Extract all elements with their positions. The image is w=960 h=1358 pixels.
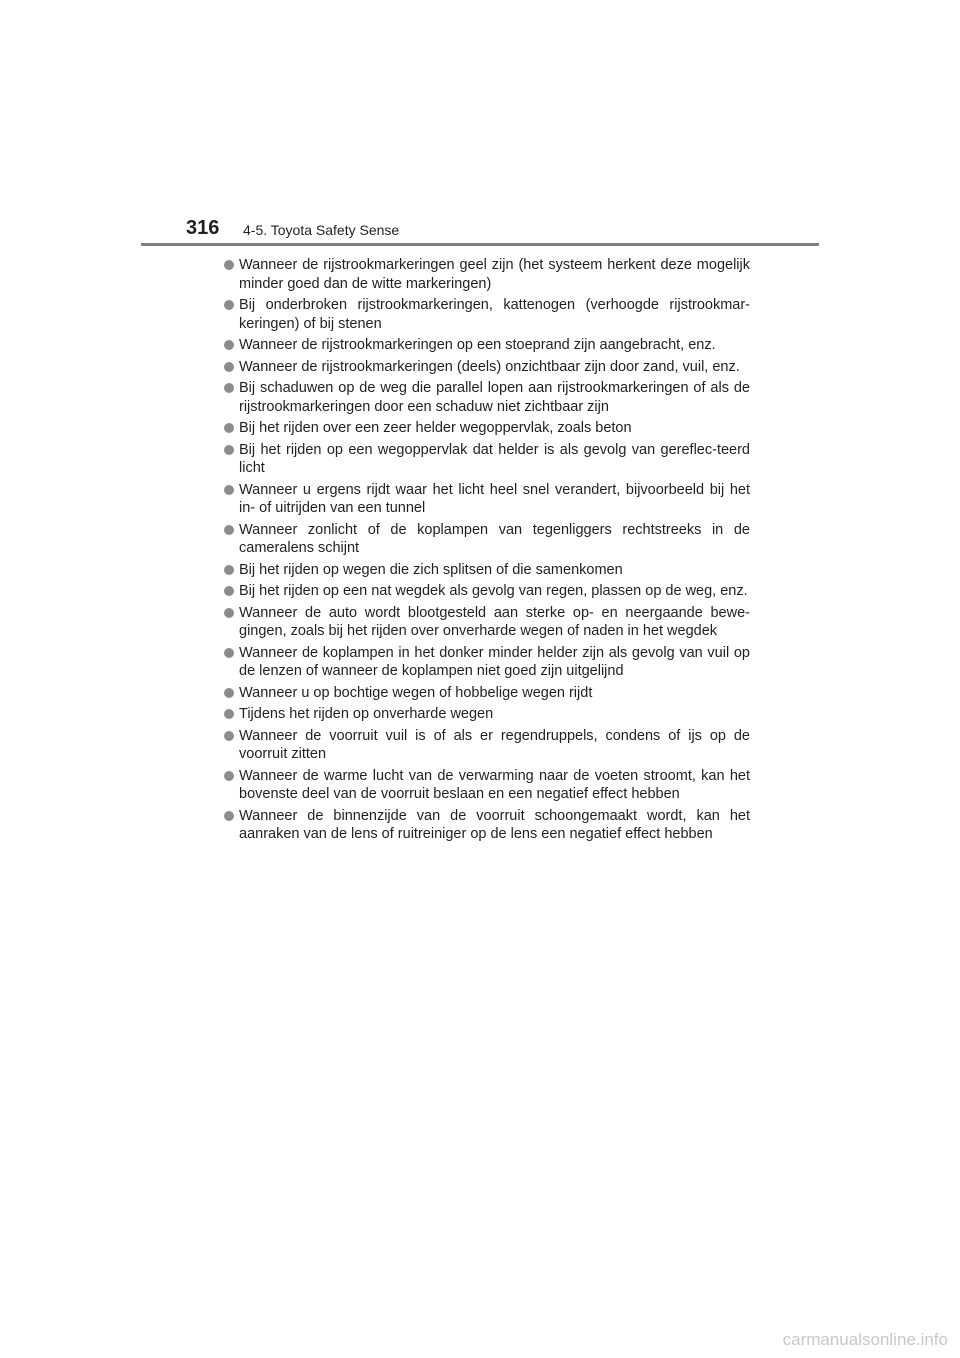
- watermark: carmanualsonline.info: [782, 1330, 948, 1349]
- list-item: [224, 807, 750, 844]
- list-item: [224, 644, 750, 681]
- list-item-text: Wanneer u ergens rijdt waar het licht heel snel verandert, bijvoorbeeld bij het in- of uitrijden van een tunnel: [239, 481, 750, 516]
- list-item: [224, 705, 750, 724]
- list-item-text: Bij schaduwen op de weg die parallel lopen aan rijstrookmarkeringen of als de rijstrookmarkeringen door een schaduw niet zichtbaar zijn: [239, 380, 750, 415]
- bullet-dot-icon: [224, 260, 234, 270]
- bullet-dot-icon: [224, 362, 234, 372]
- list-item-text: Wanneer de binnenzijde van de voorruit schoongemaakt wordt, kan het aanraken van de lens of ruitreiniger op de lens een negatief effect hebben: [239, 807, 750, 842]
- list-item: [224, 358, 750, 377]
- bullet-dot-icon: [224, 565, 234, 575]
- bullet-dot-icon: [224, 340, 234, 350]
- list-item: [224, 582, 750, 601]
- bullet-dot-icon: [224, 811, 234, 821]
- list-item-text: Bij het rijden op een nat wegdek als gevolg van regen, plassen op de weg, enz.: [239, 583, 748, 599]
- list-item: [224, 684, 750, 703]
- bullet-dot-icon: [224, 771, 234, 781]
- list-item-text: Bij het rijden op wegen die zich splitsen of die samenkomen: [239, 561, 623, 578]
- page-number: 316: [186, 217, 220, 239]
- list-item: [224, 379, 750, 416]
- list-item-text: Wanneer zonlicht of de koplampen van tegenliggers rechtstreeks in de cameralens schijnt: [239, 521, 750, 556]
- bullet-dot-icon: [224, 648, 234, 658]
- bullet-dot-icon: [224, 445, 234, 455]
- list-item-text: Bij het rijden over een zeer helder wegoppervlak, zoals beton: [239, 420, 632, 436]
- bullet-dot-icon: [224, 300, 234, 310]
- list-item-text: Bij het rijden op een wegoppervlak dat helder is als gevolg van gereflec-teerd licht: [239, 441, 750, 476]
- bullet-list: [224, 256, 750, 847]
- bullet-dot-icon: [224, 586, 234, 596]
- bullet-dot-icon: [224, 383, 234, 393]
- header-rule: [141, 243, 819, 246]
- list-item: [224, 727, 750, 764]
- bullet-dot-icon: [224, 525, 234, 535]
- list-item-text: Wanneer de rijstrookmarkeringen (deels) onzichtbaar zijn door zand, vuil, enz.: [239, 358, 740, 375]
- list-item-text: Bij onderbroken rijstrookmarkeringen, kattenogen (verhoogde rijstrookmar-keringen) of bij stenen: [239, 297, 750, 332]
- list-item: [224, 561, 750, 580]
- list-item: [224, 256, 750, 293]
- list-item-text: Wanneer u op bochtige wegen of hobbelige wegen rijdt: [239, 684, 593, 701]
- list-item-text: Wanneer de koplampen in het donker minder helder zijn als gevolg van vuil op de lenzen of wanneer de koplampen niet goed zijn uitgelijnd: [239, 644, 750, 679]
- list-item: [224, 419, 750, 438]
- list-item-text: Wanneer de warme lucht van de verwarming naar de voeten stroomt, kan het bovenste deel van de voorruit beslaan en een negatief effect hebben: [239, 767, 750, 802]
- list-item-text: Tijdens het rijden op onverharde wegen: [239, 706, 494, 722]
- list-item: [224, 604, 750, 641]
- list-item: [224, 441, 750, 478]
- list-item: [224, 296, 750, 333]
- bullet-dot-icon: [224, 423, 234, 433]
- list-item-text: Wanneer de auto wordt blootgesteld aan sterke op- en neergaande bewe-gingen, zoals bij het rijden over onverharde wegen of naden in het wegdek: [239, 604, 750, 639]
- list-item: [224, 481, 750, 518]
- bullet-dot-icon: [224, 688, 234, 698]
- bullet-dot-icon: [224, 709, 234, 719]
- list-item-text: Wanneer de rijstrookmarkeringen geel zijn (het systeem herkent deze mogelijk minder goed dan de witte markeringen): [239, 257, 750, 292]
- list-item-text: Wanneer de rijstrookmarkeringen op een stoeprand zijn aangebracht, enz.: [239, 337, 716, 353]
- list-item: [224, 336, 750, 355]
- bullet-dot-icon: [224, 731, 234, 741]
- section-title: 4-5. Toyota Safety Sense: [243, 222, 400, 238]
- list-item: [224, 767, 750, 804]
- list-item: [224, 521, 750, 558]
- bullet-dot-icon: [224, 485, 234, 495]
- list-item-text: Wanneer de voorruit vuil is of als er regendruppels, condens of ijs op de voorruit zitten: [239, 727, 750, 762]
- bullet-dot-icon: [224, 608, 234, 618]
